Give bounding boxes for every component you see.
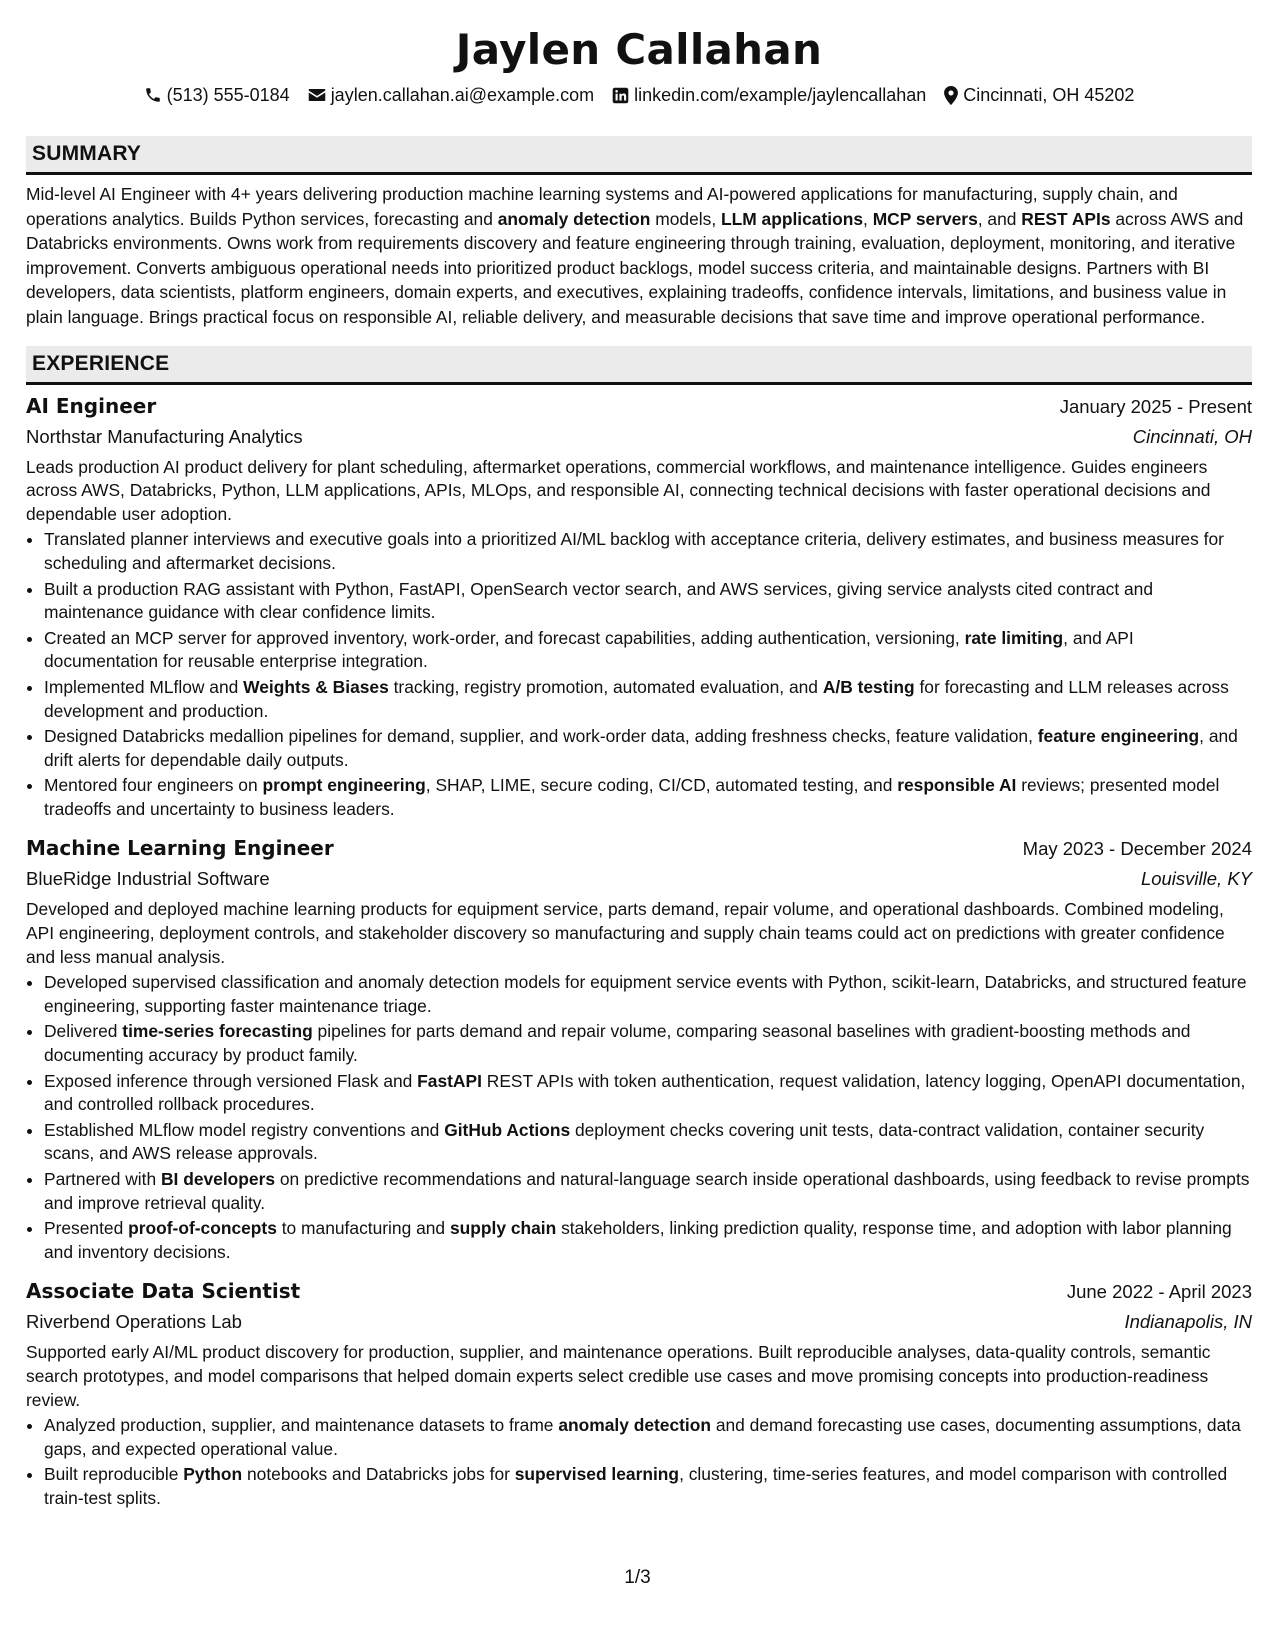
job-company-row: [26, 422, 1252, 452]
bullet-text: reviews; presented model tradeoffs and uncertainty to business leaders.: [44, 775, 1220, 819]
bullet-highlight: A/B testing: [822, 676, 915, 697]
bullet-highlight: prompt engineering: [262, 775, 426, 796]
bullet-highlight: GitHub Actions: [444, 1119, 571, 1140]
bullet-text: Mentored four engineers on: [44, 775, 263, 796]
job-bullet: [44, 1463, 1252, 1510]
job-description: Leads production AI product delivery for plant scheduling, aftermarket operations, commercial workflows, and maintenance intelligence. Guides engineers across AWS, Databricks, Python, LLM applications, APIs, MLOps, and responsible AI, connecting technical decisions with faster operational decisions and dependable user adoption.: [26, 456, 1211, 524]
bullet-text: stakeholders, linking prediction quality, response time, and adoption with labor planning and inventory decisions.: [44, 1218, 1232, 1262]
job-company: Riverbend Operations Lab: [26, 1311, 242, 1333]
contact-phone: [144, 84, 290, 106]
bullet-highlight: anomaly detection: [558, 1415, 711, 1436]
page-number: 1/3: [624, 1567, 651, 1588]
job-location: Indianapolis, IN: [1124, 1311, 1252, 1333]
job-header-row: [26, 1276, 1252, 1307]
job-bullet: [44, 971, 1252, 1018]
summary-highlight: MCP servers: [872, 208, 978, 229]
bullet-highlight: BI developers: [160, 1169, 276, 1189]
job-bullet-list: [26, 528, 1252, 821]
job-dates: January 2025 - Present: [1059, 395, 1252, 417]
bullet-text: deployment checks covering unit tests, data-contract validation, container security scans, and AWS release approvals.: [44, 1119, 1205, 1164]
map-pin-icon: [944, 86, 958, 105]
job-bullet: [44, 725, 1252, 772]
bullet-text: pipelines for parts demand and repair volume, comparing seasonal baselines with gradient-boosting methods and documenting accuracy by product family.: [44, 1021, 1191, 1066]
job-bullet: [44, 627, 1252, 674]
bullet-text: Built reproducible: [44, 1464, 184, 1485]
summary-text: ,: [863, 208, 873, 229]
bullet-text: Presented: [44, 1218, 129, 1239]
job-bullet: [44, 1070, 1252, 1117]
job-header-row: [26, 391, 1252, 422]
experience-heading: EXPERIENCE: [26, 346, 1252, 385]
bullet-highlight: time-series forecasting: [122, 1021, 313, 1042]
job-dates: June 2022 - April 2023: [1066, 1281, 1252, 1303]
summary-text: Mid-level AI Engineer with 4+ years delivering production machine learning systems and AI-powered applications for manufacturing, supply chain, and operations analytics. Builds Python services, forecasting and: [26, 184, 1178, 229]
job-bullet: [44, 1217, 1252, 1264]
linkedin-icon: [612, 87, 629, 104]
summary-text: [26, 182, 1252, 330]
bullet-text: Established MLflow model registry conventions and: [44, 1119, 445, 1140]
bullet-text: Designed Databricks medallion pipelines for demand, supplier, and work-order data, adding freshness checks, feature validation,: [44, 726, 1038, 747]
job-bullet: [44, 1119, 1252, 1166]
bullet-text: notebooks and Databricks jobs for: [242, 1464, 515, 1485]
bullet-highlight: Python: [183, 1464, 243, 1485]
job-company: Northstar Manufacturing Analytics: [26, 425, 303, 447]
summary-highlight: LLM applications: [720, 208, 864, 229]
location-text: Cincinnati, OH 45202: [963, 85, 1135, 105]
bullet-text: , SHAP, LIME, secure coding, CI/CD, automated testing, and: [425, 775, 898, 796]
summary-text: models,: [650, 208, 721, 229]
job-company: BlueRidge Industrial Software: [26, 868, 270, 890]
summary-highlight: anomaly detection: [497, 208, 651, 229]
job-entry: [26, 1276, 1252, 1510]
bullet-text: Exposed inference through versioned Flask and: [44, 1070, 418, 1091]
job-bullet: [44, 1168, 1252, 1215]
job-header-row: [26, 833, 1252, 864]
resume-page: [26, 0, 1252, 1511]
experience-list: [26, 391, 1252, 1511]
bullet-text: REST APIs with token authentication, request validation, latency logging, OpenAPI documentation, and controlled rollback procedures.: [44, 1070, 1246, 1115]
candidate-name: Jaylen Callahan: [455, 25, 823, 74]
bullet-text: to manufacturing and: [276, 1218, 450, 1239]
bullet-highlight: responsible AI: [897, 775, 1017, 796]
bullet-highlight: Weights & Biases: [243, 676, 389, 697]
bullet-text: on predictive recommendations and natural-language search inside operational dashboards, using feedback to revise prompts and improve retrieval quality.: [44, 1169, 1250, 1213]
job-bullet-list: [26, 971, 1252, 1264]
job-bullet: [44, 676, 1252, 723]
summary-text: across AWS and Databricks environments. Owns work from requirements discovery and feature engineering through training, evaluation, deployment, monitoring, and iterative improvement. Converts ambiguous operational needs into prioritized product backlogs, model success criteria, and maintainable designs. Partners with BI developers, data scientists, platform engineers, domain experts, and executives, explaining tradeoffs, confidence intervals, limitations, and business value in plain language. Brings practical focus on responsible AI, reliable delivery, and measurable decisions that save time and improve operational performance.: [26, 208, 1244, 327]
linkedin-url[interactable]: linkedin.com/example/jaylencallahan: [634, 85, 927, 105]
contact-location: [944, 84, 1134, 106]
job-title: AI Engineer: [26, 393, 157, 418]
bullet-text: , clustering, time-series features, and model comparison with controlled train-test splits.: [44, 1464, 1228, 1508]
bullet-text: Translated planner interviews and executive goals into a prioritized AI/ML backlog with acceptance criteria, delivery estimates, and business measures for scheduling and aftermarket decisions.: [44, 529, 1224, 573]
job-company-row: [26, 864, 1252, 894]
job-location: Cincinnati, OH: [1132, 425, 1252, 447]
contact-linkedin[interactable]: [612, 84, 926, 106]
job-company-row: [26, 1307, 1252, 1337]
job-bullet-list: [26, 1414, 1252, 1510]
job-bullet: [44, 1020, 1252, 1067]
bullet-text: Developed supervised classification and anomaly detection models for equipment service events with Python, scikit-learn, Databricks, and structured feature engineering, supporting faster maintenance triage.: [44, 972, 1247, 1016]
summary-text: , and: [977, 208, 1022, 229]
envelope-icon: [308, 87, 326, 103]
bullet-text: , and drift alerts for dependable daily outputs.: [44, 726, 1238, 770]
contact-email[interactable]: [308, 84, 594, 106]
job-bullet: [44, 1414, 1252, 1461]
bullet-text: tracking, registry promotion, automated evaluation, and: [388, 676, 823, 697]
job-title: Associate Data Scientist: [26, 1279, 301, 1304]
summary-heading: SUMMARY: [26, 136, 1252, 175]
bullet-highlight: proof-of-concepts: [128, 1218, 277, 1239]
job-bullet: [44, 774, 1252, 821]
bullet-highlight: supply chain: [449, 1218, 557, 1239]
email-address[interactable]: jaylen.callahan.ai@example.com: [330, 85, 595, 105]
job-bullet: [44, 528, 1252, 575]
bullet-text: and demand forecasting use cases, documenting assumptions, data gaps, and expected operational value.: [44, 1415, 1241, 1459]
job-bullet: [44, 578, 1252, 625]
job-entry: [26, 391, 1252, 822]
job-description: Supported early AI/ML product discovery for production, supplier, and maintenance operations. Built reproducible analyses, data-quality controls, semantic search prototypes, and model comparisons that helped domain experts select credible use cases and move promising concepts into production-readiness review.: [26, 1342, 1211, 1410]
bullet-text: Partnered with: [44, 1169, 161, 1189]
job-entry: [26, 833, 1252, 1264]
bullet-highlight: supervised learning: [514, 1464, 680, 1485]
job-title: Machine Learning Engineer: [26, 836, 334, 861]
bullet-text: , and API documentation for reusable enterprise integration.: [44, 627, 1134, 672]
contact-bar: [26, 84, 1252, 106]
phone-number: (513) 555-0184: [166, 85, 290, 105]
bullet-highlight: FastAPI: [417, 1070, 482, 1091]
bullet-text: Implemented MLflow and: [44, 676, 244, 697]
bullet-highlight: rate limiting: [964, 627, 1064, 648]
bullet-text: Delivered: [44, 1021, 123, 1042]
bullet-text: Analyzed production, supplier, and maintenance datasets to frame: [44, 1415, 559, 1436]
job-dates: May 2023 - December 2024: [1022, 838, 1252, 860]
phone-icon: [144, 86, 162, 104]
bullet-text: Built a production RAG assistant with Python, FastAPI, OpenSearch vector search, and AWS services, giving service analysts cited contract and maintenance guidance with clear confidence limits.: [44, 578, 1154, 623]
job-location: Louisville, KY: [1140, 868, 1252, 890]
job-description: Developed and deployed machine learning products for equipment service, parts demand, repair volume, and operational dashboards. Combined modeling, API engineering, deployment controls, and stakeholder discovery so manufacturing and supply chain teams could act on predictions with greater confidence and less manual analysis.: [26, 899, 1225, 967]
bullet-text: Created an MCP server for approved inventory, work-order, and forecast capabilities, adding authentication, versioning,: [44, 627, 965, 648]
bullet-highlight: feature engineering: [1037, 726, 1200, 747]
summary-highlight: REST APIs: [1021, 208, 1111, 229]
bullet-text: for forecasting and LLM releases across development and production.: [44, 676, 1229, 721]
